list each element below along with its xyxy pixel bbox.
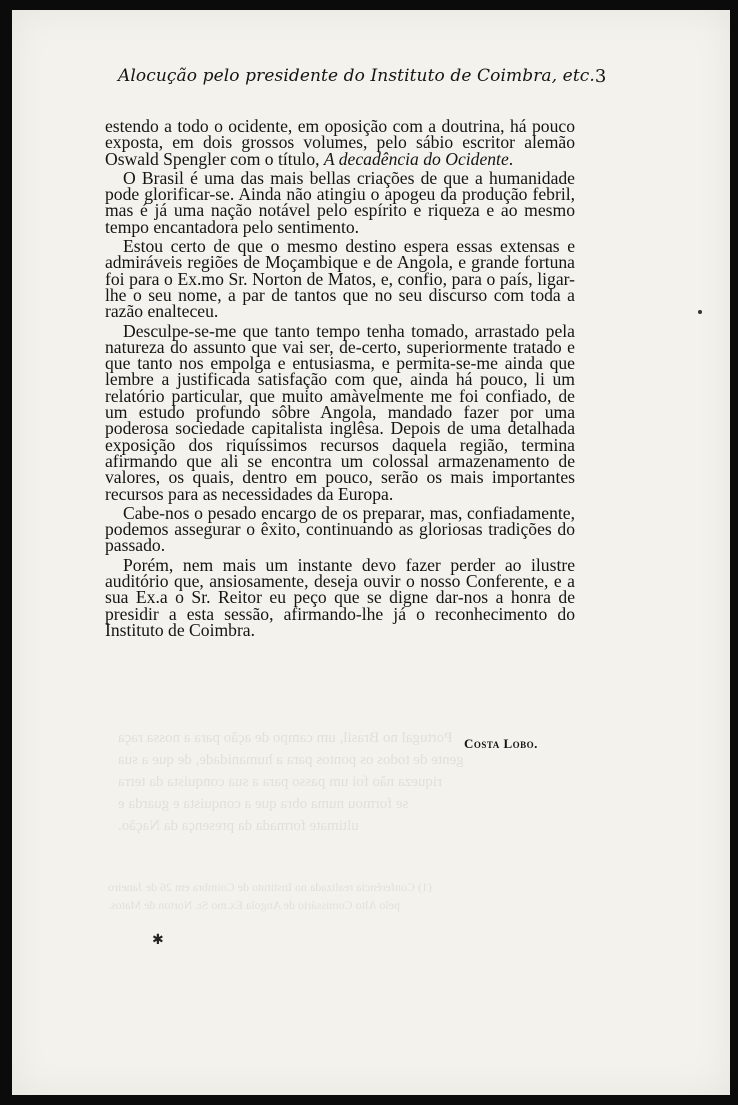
page-number: 3	[594, 66, 607, 87]
bleed-through-line: (1) Conferência realizada no Instituto de Coimbra em 26 de Janeiro	[108, 880, 432, 894]
bleed-through-line: gente de todos os pontos para a humanidade, de que a sua	[118, 752, 464, 768]
book-title-italic: A decadência do Ocidente	[323, 148, 509, 169]
paragraph-text: .	[508, 148, 514, 169]
running-header	[118, 66, 607, 87]
bleed-through-line: ultimate formada da presença da Nação.	[118, 818, 359, 834]
asterisk-mark: ✱	[152, 932, 164, 948]
paragraph: Porém, nem mais um instante devo fazer perder ao ilustre auditório que, ansiosamente, deseja ouvir o nosso Conferente, e a sua Ex.a o Sr. Reitor eu peço que se digne dar-nos a honra de presidir a esta sessão, afirmando-lhe já o reconhecimento do Instituto de Coimbra.	[105, 554, 575, 640]
header-title: Alocução pelo presidente do Instituto de Coimbra, etc.	[118, 66, 595, 86]
bleed-through-line: pelo Alto Comissário de Angola Ex.mo Sr. Norton de Matos.	[108, 898, 400, 912]
paragraph: Estou certo de que o mesmo destino espera essas extensas e admiráveis regiões de Moçambique e de Angola, e grande fortuna foi para o Ex.mo Sr. Norton de Matos, e, confio, para o país, ligar-lhe o seu nome, a par de tantos que no seu discurso com toda a razão enalteceu.	[105, 236, 575, 322]
bleed-through-line: Portugal no Brasil, um campo de ação para a nossa raça	[118, 730, 453, 746]
paragraph: O Brasil é uma das mais bellas criações de que a humanidade pode glorificar-se. Ainda não atingiu o apogeu da produção febril, mas é já uma nação notável pelo espírito e riqueza e ao mesmo tempo encantadora pelo sentimento.	[105, 167, 575, 237]
paragraph: Desculpe-se-me que tanto tempo tenha tomado, arrastado pela natureza do assunto que vai ser, de-certo, superiormente tratado e que tanto nos empolga e entusiasma, e permita-se-me ainda que lembre a justificada satisfação com que, ainda há pouco, li um relatório particular, que muito amàvelmente me foi confiado, de um estudo profundo sôbre Angola, mandado fazer por uma poderosa sociedade capitalista inglêsa. Depois de uma detalhada exposição dos riquíssimos recursos daquela região, termina afirmando que ali se encontra um colossal armazenamento de valores, os quais, dentro em pouco, serão os mais importantes recursos para as necessidades da Europa.	[105, 320, 575, 504]
paragraph-text: estendo a todo o ocidente, em oposição com a doutrina, há pouco exposta, em dois grossos volumes, pelo sábio escritor alemão Oswald Spengler com o título,	[105, 116, 575, 169]
paragraph: Cabe-nos o pesado encargo de os preparar, mas, confiadamente, podemos assegurar o êxito, continuando as gloriosas tradições do passado.	[105, 502, 575, 556]
bleed-through-line: se formou numa obra que a conquista e guarda e	[118, 796, 409, 812]
ink-speck	[698, 310, 702, 314]
bleed-through-line: riqueza não foi um passo para a sua conquista da terra	[118, 774, 443, 790]
signature: Costa Lobo.	[464, 736, 538, 751]
paragraph	[105, 118, 575, 167]
body-text	[105, 118, 575, 638]
